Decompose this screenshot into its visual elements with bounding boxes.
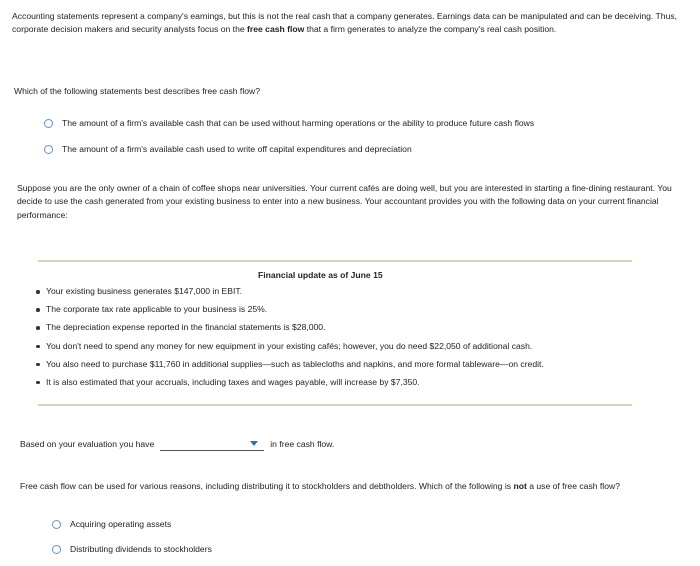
intro-paragraph: [12, 10, 696, 37]
question-3-text-1: Free cash flow can be used for various reasons, including distributing it to stockholders and debtholders. Which of the following is: [20, 481, 514, 491]
list-item: The corporate tax rate applicable to your business is 25%.: [36, 303, 544, 321]
intro-text-2: that a firm generates to analyze the company's real cash position.: [304, 24, 557, 35]
question-3-option-2[interactable]: [52, 543, 212, 556]
list-item: You don't need to spend any money for new equipment in your existing cafés; however, you do need $22,050 of additional cash.: [36, 340, 544, 358]
question-1-option-1[interactable]: [44, 117, 534, 130]
financial-update-list: [36, 285, 544, 394]
intro-bold-term: free cash flow: [247, 24, 305, 35]
option-label: Acquiring operating assets: [70, 519, 172, 529]
list-item: It is also estimated that your accruals, including taxes and wages payable, will increase by $7,350.: [36, 376, 544, 394]
intro-text-1: Accounting statements represent a company's earnings, but this is not the real cash that a company generates. Earnings data can be manipulated and can be deceiving. Thus, corporate decision makers and security analysts focus on the: [12, 11, 678, 35]
question-1-option-2[interactable]: [44, 143, 412, 156]
question-3-text-2: a use of free cash flow?: [526, 481, 620, 491]
option-label: The amount of a firm's available cash that can be used without harming operations or the ability to produce future cash flows: [62, 118, 535, 128]
radio-button-icon[interactable]: [44, 145, 53, 154]
radio-button-icon[interactable]: [44, 119, 53, 128]
evaluation-sentence: [20, 438, 334, 451]
scenario-paragraph: Suppose you are the only owner of a chain of coffee shops near universities. Your current cafés are doing well, but you are interested in starting a fine-dining restaurant. You decide to use the cash generated from your existing business to enter into a new business. Your accountant provides you with the following data on your current financial performance:: [17, 183, 672, 220]
option-label: The amount of a firm's available cash used to write off capital expenditures and depreciation: [62, 144, 412, 154]
option-label: Distributing dividends to stockholders: [70, 544, 212, 554]
evaluation-suffix: in free cash flow.: [270, 439, 335, 449]
list-item: You also need to purchase $11,760 in additional supplies—such as tablecloths and napkins, and more formal tableware—on credit.: [36, 358, 544, 376]
question-1-prompt: Which of the following statements best describes free cash flow?: [14, 86, 260, 96]
chevron-down-icon[interactable]: [250, 441, 258, 446]
radio-button-icon[interactable]: [52, 545, 61, 554]
radio-button-icon[interactable]: [52, 520, 61, 529]
question-3-bold-word: not: [513, 481, 527, 491]
free-cash-flow-dropdown[interactable]: [160, 438, 264, 451]
financial-update-bottom-rule: [38, 404, 632, 406]
financial-update-title: Financial update as of June 15: [258, 270, 383, 280]
question-3-option-1[interactable]: [52, 518, 171, 531]
question-3-prompt: [20, 480, 680, 493]
financial-update-top-rule: [38, 260, 632, 262]
evaluation-prefix: Based on your evaluation you have: [20, 439, 155, 449]
list-item: Your existing business generates $147,000 in EBIT.: [36, 285, 544, 303]
list-item: The depreciation expense reported in the financial statements is $28,000.: [36, 321, 544, 339]
